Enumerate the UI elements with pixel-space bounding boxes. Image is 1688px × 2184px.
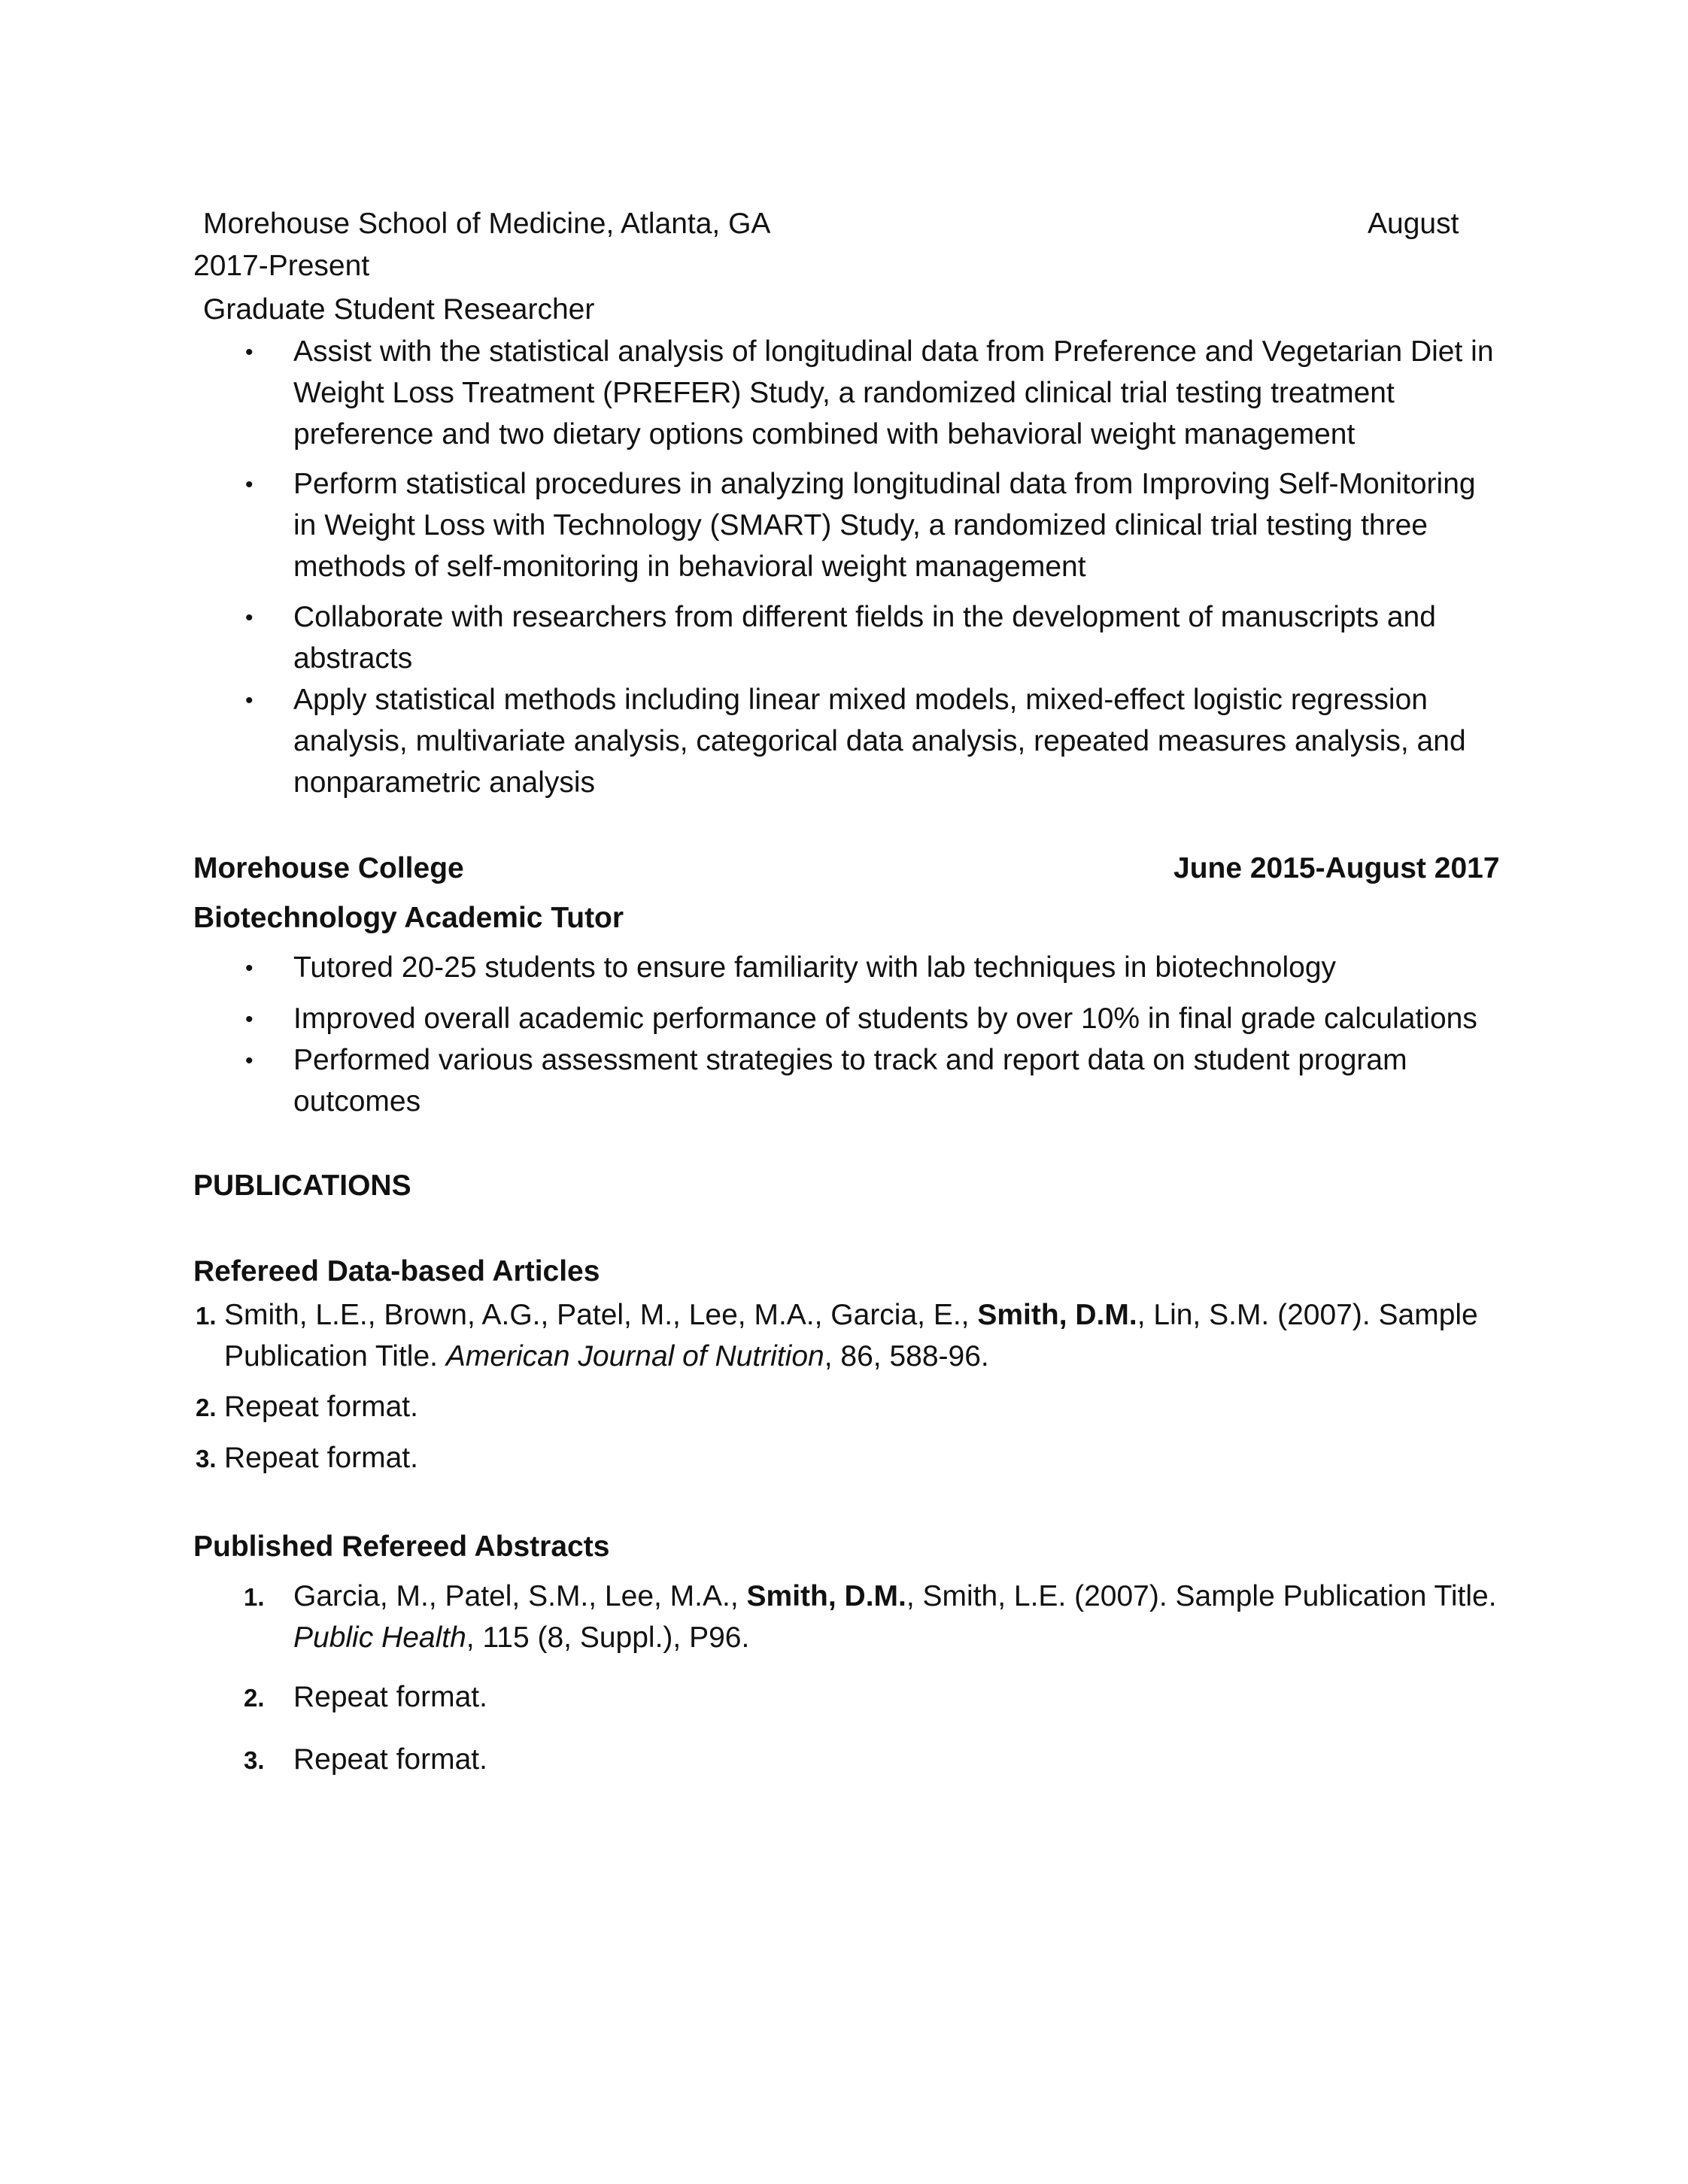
article-1-citation: , 86, 588-96. — [824, 1340, 989, 1373]
job-1-bullet-4-line-1: Apply statistical methods including linear mixed models, mixed-effect logistic regression — [293, 684, 1428, 716]
job-2-title: Biotechnology Academic Tutor — [193, 902, 624, 934]
article-3-text: Repeat format. — [224, 1442, 418, 1474]
abstract-2-number: 2. — [244, 1684, 265, 1712]
bullet-glyph: • — [245, 956, 254, 981]
abstract-1-highlight-author: Smith, D.M. — [746, 1580, 906, 1612]
abstracts-heading: Published Refereed Abstracts — [193, 1530, 610, 1563]
job-1-bullet-1-line-2: Weight Loss Treatment (PREFER) Study, a randomized clinical trial testing treatment — [293, 377, 1395, 409]
article-1-highlight-author: Smith, D.M. — [977, 1299, 1137, 1331]
job-1-dates-end: 2017-Present — [193, 250, 370, 282]
abstract-1-journal: Public Health — [293, 1621, 466, 1654]
bullet-glyph: • — [245, 688, 254, 713]
abstract-1-line-2 — [293, 1623, 749, 1652]
job-2-bullet-3-line-1: Performed various assessment strategies to track and report data on student program — [293, 1044, 1407, 1076]
abstract-1-authors: Garcia, M., Patel, S.M., Lee, M.A., — [293, 1580, 747, 1612]
article-1-authors-end: , Lin, S.M. (2007). Sample — [1137, 1299, 1478, 1331]
abstract-2-text: Repeat format. — [293, 1681, 487, 1713]
article-1-journal: American Journal of Nutrition — [445, 1340, 824, 1373]
bullet-glyph: • — [245, 1007, 254, 1032]
job-2-dates: June 2015-August 2017 — [1173, 852, 1500, 884]
job-1-bullet-2-line-2: in Weight Loss with Technology (SMART) Study, a randomized clinical trial testing three — [293, 509, 1428, 541]
job-1-bullet-3-line-1: Collaborate with researchers from different fields in the development of manuscripts and — [293, 601, 1436, 633]
job-2-organization: Morehouse College — [193, 852, 464, 884]
job-1-dates-start: August — [1368, 208, 1459, 240]
article-3-number: 3. — [196, 1445, 217, 1473]
job-1-organization: Morehouse School of Medicine, Atlanta, GA — [203, 208, 771, 240]
abstract-3-number: 3. — [244, 1746, 265, 1774]
article-1-authors: Smith, L.E., Brown, A.G., Patel, M., Lee, M.A., Garcia, E., — [224, 1299, 978, 1331]
abstract-1-citation: , 115 (8, Suppl.), P96. — [466, 1621, 750, 1654]
job-1-bullet-1-line-1: Assist with the statistical analysis of longitudinal data from Preference and Vegetarian Diet in — [293, 335, 1494, 368]
abstract-1-authors-end: , Smith, L.E. (2007). Sample Publication Title. — [906, 1580, 1497, 1612]
job-1-bullet-1-line-3: preference and two dietary options combined with behavioral weight management — [293, 418, 1356, 450]
job-1-title: Graduate Student Researcher — [203, 293, 595, 326]
job-2-bullet-2-line-1: Improved overall academic performance of students by over 10% in final grade calculations — [293, 1003, 1477, 1035]
job-1-bullet-3-line-2: abstracts — [293, 642, 413, 675]
article-2-text: Repeat format. — [224, 1391, 418, 1423]
article-1-line-2 — [224, 1342, 989, 1371]
bullet-glyph: • — [245, 1048, 254, 1073]
job-1-bullet-2-line-1: Perform statistical procedures in analyzing longitudinal data from Improving Self-Monitoring — [293, 468, 1476, 500]
article-2-number: 2. — [196, 1394, 217, 1421]
bullet-glyph: • — [245, 340, 254, 365]
job-1-bullet-4-line-2: analysis, multivariate analysis, categorical data analysis, repeated measures analysis, and — [293, 725, 1466, 757]
abstract-3-text: Repeat format. — [293, 1743, 487, 1776]
article-1-number: 1. — [196, 1302, 217, 1330]
job-1-bullet-4-line-3: nonparametric analysis — [293, 766, 596, 799]
job-2-bullet-1-line-1: Tutored 20-25 students to ensure familiarity with lab techniques in biotechnology — [293, 951, 1337, 984]
abstract-1-line-1 — [293, 1582, 1497, 1611]
job-2-bullet-3-line-2: outcomes — [293, 1085, 421, 1118]
articles-heading: Refereed Data-based Articles — [193, 1255, 600, 1288]
bullet-glyph: • — [245, 605, 254, 630]
bullet-glyph: • — [245, 472, 254, 497]
job-1-bullet-2-line-3: methods of self-monitoring in behavioral weight management — [293, 551, 1086, 583]
article-1-line-1 — [224, 1300, 1478, 1330]
article-1-title: Publication Title. — [224, 1340, 446, 1373]
publications-heading: PUBLICATIONS — [193, 1169, 411, 1202]
abstract-1-number: 1. — [244, 1583, 265, 1611]
